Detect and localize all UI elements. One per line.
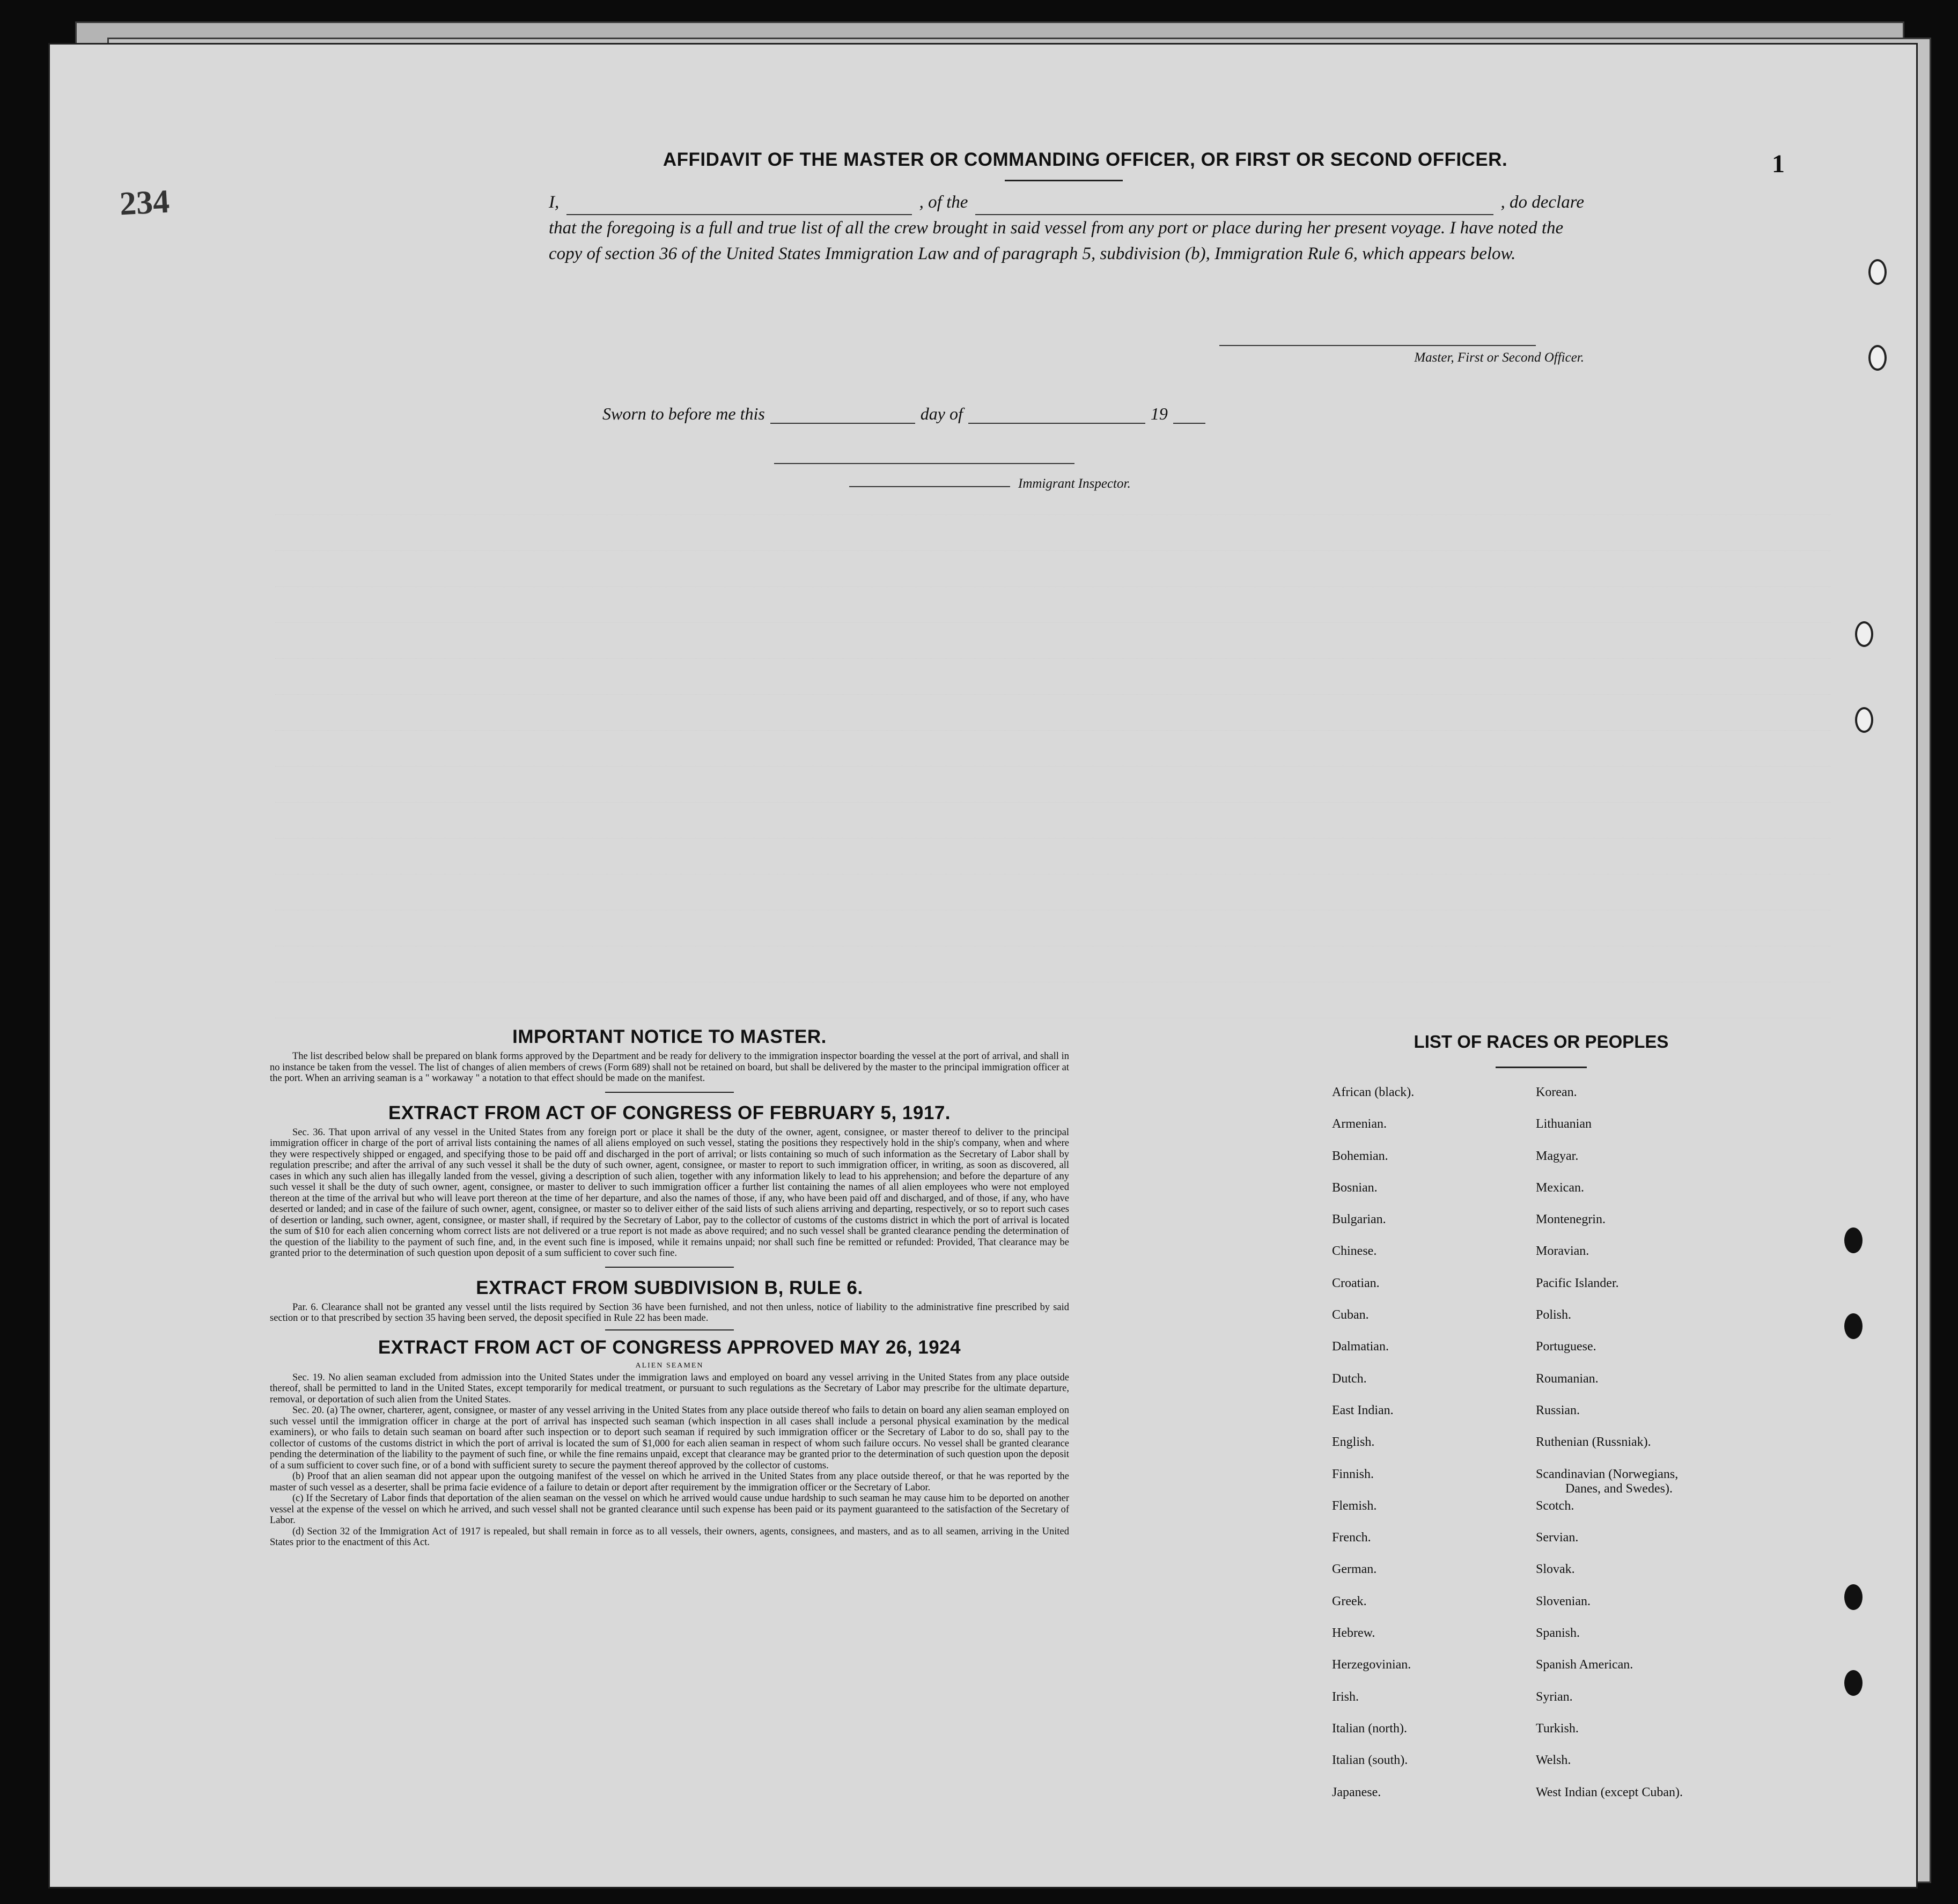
- race-entry: Korean.: [1536, 1085, 1577, 1099]
- extract-1924-paragraph: (c) If the Secretary of Labor finds that deportation of the alien seaman on the vessel on which he arrived would cause undue hardship to such seaman he may cause him to be deported on another vessel at the expense of the vessel on which he arrived, and such vessel shall not be granted clearance until such expense has been paid or its payment guaranteed to the satisfaction of the Secretary of Labor.: [270, 1493, 1069, 1526]
- rule6-heading: EXTRACT FROM SUBDIVISION B, RULE 6.: [476, 1277, 863, 1298]
- race-entry: Bosnian.: [1332, 1180, 1378, 1195]
- race-entry: Flemish.: [1332, 1498, 1377, 1513]
- races-row: [1332, 1753, 1750, 1785]
- race-entry: Dutch.: [1332, 1371, 1367, 1386]
- race-entry: Moravian.: [1536, 1244, 1589, 1259]
- punch-hole: [1844, 1584, 1863, 1610]
- race-entry: Slovak.: [1536, 1562, 1575, 1577]
- notice-text: The list described below shall be prepared on blank forms approved by the Department and be ready for delivery to the immigration inspector boarding the vessel at the port of arrival, and shall in no instance be taken from the vessel. The list of changes of alien members of crews (Form 689) shall not be retained on board, but shall be delivered by the master to the principal immigration officer at the port. When an arriving seaman is a " workaway " a notation to that effect should be made on the manifest.: [270, 1051, 1069, 1084]
- extract-1917-heading: EXTRACT FROM ACT OF CONGRESS OF FEBRUARY 5, 1917.: [388, 1102, 951, 1123]
- races-row: [1332, 1340, 1750, 1371]
- inspector-signature-line[interactable]: [849, 486, 1010, 487]
- punch-hole: [1844, 1313, 1863, 1339]
- race-entry: Scandinavian (Norwegians,: [1536, 1467, 1679, 1481]
- race-entry: Finnish.: [1332, 1467, 1374, 1481]
- races-row: [1332, 1531, 1750, 1562]
- races-row: [1332, 1626, 1750, 1658]
- name-blank[interactable]: [566, 199, 911, 215]
- punch-hole: [1855, 621, 1873, 647]
- sworn-day-of: day of: [920, 404, 963, 423]
- affidavit-title: AFFIDAVIT OF THE MASTER OR COMMANDING OFFICER, OR FIRST OR SECOND OFFICER.: [663, 149, 1508, 170]
- race-entry: Japanese.: [1332, 1785, 1381, 1799]
- race-entry: German.: [1332, 1562, 1377, 1577]
- races-row: [1332, 1212, 1750, 1244]
- races-row: [1332, 1785, 1750, 1817]
- race-entry: Greek.: [1332, 1594, 1367, 1608]
- race-entry: Pacific Islander.: [1536, 1276, 1619, 1290]
- race-entry: Slovenian.: [1536, 1594, 1591, 1608]
- races-row: [1332, 1085, 1750, 1117]
- separator: [605, 1329, 734, 1330]
- extract-1924-heading: EXTRACT FROM ACT OF CONGRESS APPROVED MAY 26, 1924: [378, 1336, 961, 1358]
- race-entry: Armenian.: [1332, 1117, 1387, 1131]
- races-row: [1332, 1149, 1750, 1181]
- race-entry: Spanish.: [1536, 1626, 1580, 1641]
- race-entry: Herzegovinian.: [1332, 1658, 1411, 1672]
- races-row: [1332, 1403, 1750, 1435]
- extract-1924-paragraph: (b) Proof that an alien seaman did not appear upon the outgoing manifest of the vessel on which he arrived in the United States from any place outside thereof, or that he was reported by the master of such vessel as a deserter, shall be prima facie evidence of a failure to detain or deport after requirement by the immigration officer or the Secretary of Labor.: [270, 1471, 1069, 1493]
- races-row: [1332, 1467, 1750, 1499]
- legal-notices-column: [270, 1026, 1069, 1548]
- vessel-blank[interactable]: [975, 199, 1493, 215]
- sworn-line: [602, 404, 1205, 424]
- signature-label: Master, First or Second Officer.: [1414, 350, 1584, 365]
- races-row: [1332, 1435, 1750, 1467]
- separator: [605, 1092, 734, 1093]
- affidavit-i: I,: [549, 193, 560, 212]
- extract-1924-paragraph: Sec. 20. (a) The owner, charterer, agent, consignee, or master of any vessel arriving in the United States from any place outside thereof who fails to detain on board any alien seaman employed on such vessel until the immigration officer in charge at the port of arrival has inspected such seaman (which inspection in all cases shall include a personal physical examination by the medical examiners), or who fails to detain such seaman on board after such inspection or to deport such seaman if required by such immigration officer or the Secretary of Labor to do so, shall pay to the collector of customs of the customs district in which the port of arrival is located the sum of $1,000 for each alien seaman in respect of whom such failure occurs. No vessel shall be granted clearance pending the determination of the liability to the payment of such fine, or while the fine remains unpaid, except that clearance may be granted prior to the determination of such question upon the deposit of a sum sufficient to cover such fine, or of a bond with sufficient surety to secure the payment thereof approved by the collector of customs.: [270, 1405, 1069, 1471]
- races-row: [1332, 1308, 1750, 1340]
- race-entry: Cuban.: [1332, 1308, 1369, 1322]
- race-entry: Dalmatian.: [1332, 1340, 1389, 1354]
- race-entry: Hebrew.: [1332, 1626, 1375, 1641]
- races-row: [1332, 1562, 1750, 1594]
- race-entry: East Indian.: [1332, 1403, 1394, 1417]
- affidavit-body: that the foregoing is a full and true list of all the crew brought in said vessel from any port or place during her present voyage. I have noted the copy of section 36 of the United States Immigration Law and of paragraph 5, subdivision (b), Immigration Rule 6, which appears below.: [549, 218, 1564, 263]
- race-entry: English.: [1332, 1435, 1375, 1450]
- inspector-signature-line[interactable]: [774, 463, 1074, 464]
- extract-1924-paragraph: (d) Section 32 of the Immigration Act of 1917 is repealed, but shall remain in force as to all vessels, their owners, agents, consignees, and masters, and as to all seamen, arriving in the United States prior to the enactment of this Act.: [270, 1526, 1069, 1548]
- race-entry: Syrian.: [1536, 1689, 1573, 1704]
- races-row: [1332, 1722, 1750, 1753]
- races-row: [1332, 1499, 1750, 1531]
- races-row: [1332, 1276, 1750, 1308]
- race-entry: Italian (north).: [1332, 1721, 1407, 1736]
- race-entry-continuation: Danes, and Swedes).: [1565, 1481, 1673, 1496]
- races-row: [1332, 1244, 1750, 1276]
- punch-hole: [1844, 1227, 1863, 1253]
- races-rule: [1496, 1067, 1587, 1068]
- margin-mark: 234: [119, 183, 171, 223]
- corner-mark: 1: [1772, 150, 1785, 178]
- race-entry: Welsh.: [1536, 1753, 1571, 1768]
- race-entry: West Indian (except Cuban).: [1536, 1785, 1683, 1799]
- race-entry: Turkish.: [1536, 1721, 1579, 1736]
- races-row: [1332, 1117, 1750, 1149]
- race-entry: Lithuanian: [1536, 1117, 1592, 1131]
- affidavit-of-the: , of the: [919, 193, 968, 212]
- race-entry: Mexican.: [1536, 1180, 1584, 1195]
- race-entry: Ruthenian (Russniak).: [1536, 1435, 1651, 1450]
- extract-1917-text: Sec. 36. That upon arrival of any vessel in the United States from any foreign port or place it shall be the duty of the owner, agent, consignee, or master thereof to deliver to the principal immigration officer in charge of the port of arrival lists containing the names of all aliens employed on such vessel, stating the positions they respectively hold in the ship's company, when and where they were respectively shipped or engaged, and specifying those to be paid off and discharged in the port of arrival; or lists containing so much of such information as the Secretary of Labor shall by regulation prescribe; and after the arrival of any such vessel it shall be the duty of such owner, agent, consignee, or master to report to such immigration officer, in writing, as soon as discovered, all cases in which any such alien has illegally landed from the vessel, giving a description of such alien, together with any information likely to lead to his apprehension; and before the departure of any such vessel it shall be the duty of such owner, agent, consignee, or master to deliver to such immigration officer a further list containing the names of all alien employees who were not employed thereon at the time of the arrival but who will leave port thereon at the time of her departure, and also the names of those, if any, who have been paid off and discharged, and of those, if any, who have deserted or landed; and in case of the failure of such owner, agent, consignee, or master so to deliver either of the said lists of such aliens arriving and departing, respectively, or so to report such cases of desertion or landing, such owner, agent, consignee, or master shall, if required by the Secretary of Labor, pay to the collector of customs of the customs district in which the port of arrival is located the sum of $10 for each alien concerning whom correct lists are not delivered or a true report is not made as above required; and no such vessel shall be granted clearance pending the determination of the question of the liability to the payment of such fine, and, in the event such fine is imposed, while it remains unpaid; nor shall such fine be remitted or refunded: Provided, That clearance may be granted prior to the determination of such question upon deposit of a sum sufficient to cover such fine.: [270, 1127, 1069, 1259]
- races-row: [1332, 1594, 1750, 1626]
- race-entry: Bulgarian.: [1332, 1212, 1386, 1227]
- race-entry: Magyar.: [1536, 1149, 1579, 1163]
- sworn-month-blank[interactable]: [968, 409, 1145, 424]
- punch-hole: [1868, 345, 1887, 371]
- notice-heading: IMPORTANT NOTICE TO MASTER.: [512, 1026, 827, 1047]
- affidavit-declare: , do declare: [1500, 193, 1584, 212]
- affidavit-declaration-line: [549, 189, 1584, 215]
- extract-1924-paragraph: Sec. 19. No alien seaman excluded from admission into the United States under the immigration laws and employed on board any vessel arriving in the United States from any place outside thereof, shall be permitted to land in the United States, except temporarily for medical treatment, or pursuant to such regulations as the Secretary of Labor may prescribe for the ultimate departure, removal, or deportation of such alien from the United States.: [270, 1372, 1069, 1405]
- sworn-year-blank[interactable]: [1173, 409, 1205, 424]
- race-entry: Servian.: [1536, 1531, 1579, 1545]
- affidavit-text: [549, 189, 1584, 267]
- rule6-text: Par. 6. Clearance shall not be granted any vessel until the lists required by Section 36 have been furnished, and not then unless, notice of liability to the administrative fine prescribed by said section or to that prescribed by section 35 having been served, the deposit specified in Rule 22 has been made.: [270, 1302, 1069, 1324]
- punch-hole: [1844, 1670, 1863, 1696]
- race-entry: Chinese.: [1332, 1244, 1377, 1259]
- race-entry: Roumanian.: [1536, 1371, 1599, 1386]
- signature-line[interactable]: [1219, 345, 1536, 346]
- races-heading: LIST OF RACES OR PEOPLES: [1414, 1032, 1669, 1052]
- race-entry: Italian (south).: [1332, 1753, 1408, 1768]
- race-entry: Bohemian.: [1332, 1149, 1388, 1163]
- sworn-prefix: Sworn to before me this: [602, 404, 765, 423]
- bleed-through: [275, 479, 1831, 1018]
- punch-hole: [1868, 259, 1887, 285]
- sworn-year: 19: [1150, 404, 1168, 423]
- punch-hole: [1855, 707, 1873, 733]
- races-row: [1332, 1690, 1750, 1722]
- inspector-label: Immigrant Inspector.: [1018, 476, 1131, 491]
- race-entry: Polish.: [1536, 1308, 1572, 1322]
- races-row: [1332, 1372, 1750, 1403]
- race-entry: Irish.: [1332, 1689, 1359, 1704]
- race-entry: Croatian.: [1332, 1276, 1380, 1290]
- extract-1924-subheading: ALIEN SEAMEN: [635, 1361, 704, 1370]
- races-row: [1332, 1658, 1750, 1689]
- sworn-day-blank[interactable]: [770, 409, 915, 424]
- race-entry-multiline: [1536, 1467, 1750, 1496]
- race-entry: African (black).: [1332, 1085, 1415, 1099]
- race-entry: French.: [1332, 1531, 1371, 1545]
- race-entry: Russian.: [1536, 1403, 1580, 1417]
- race-entry: Portuguese.: [1536, 1340, 1596, 1354]
- race-entry: Spanish American.: [1536, 1658, 1633, 1672]
- race-entry: Scotch.: [1536, 1498, 1574, 1513]
- separator: [605, 1267, 734, 1268]
- races-row: [1332, 1181, 1750, 1212]
- document-page: [48, 43, 1918, 1888]
- title-rule: [1005, 180, 1123, 181]
- races-list: [1332, 1085, 1750, 1817]
- race-entry: Montenegrin.: [1536, 1212, 1606, 1227]
